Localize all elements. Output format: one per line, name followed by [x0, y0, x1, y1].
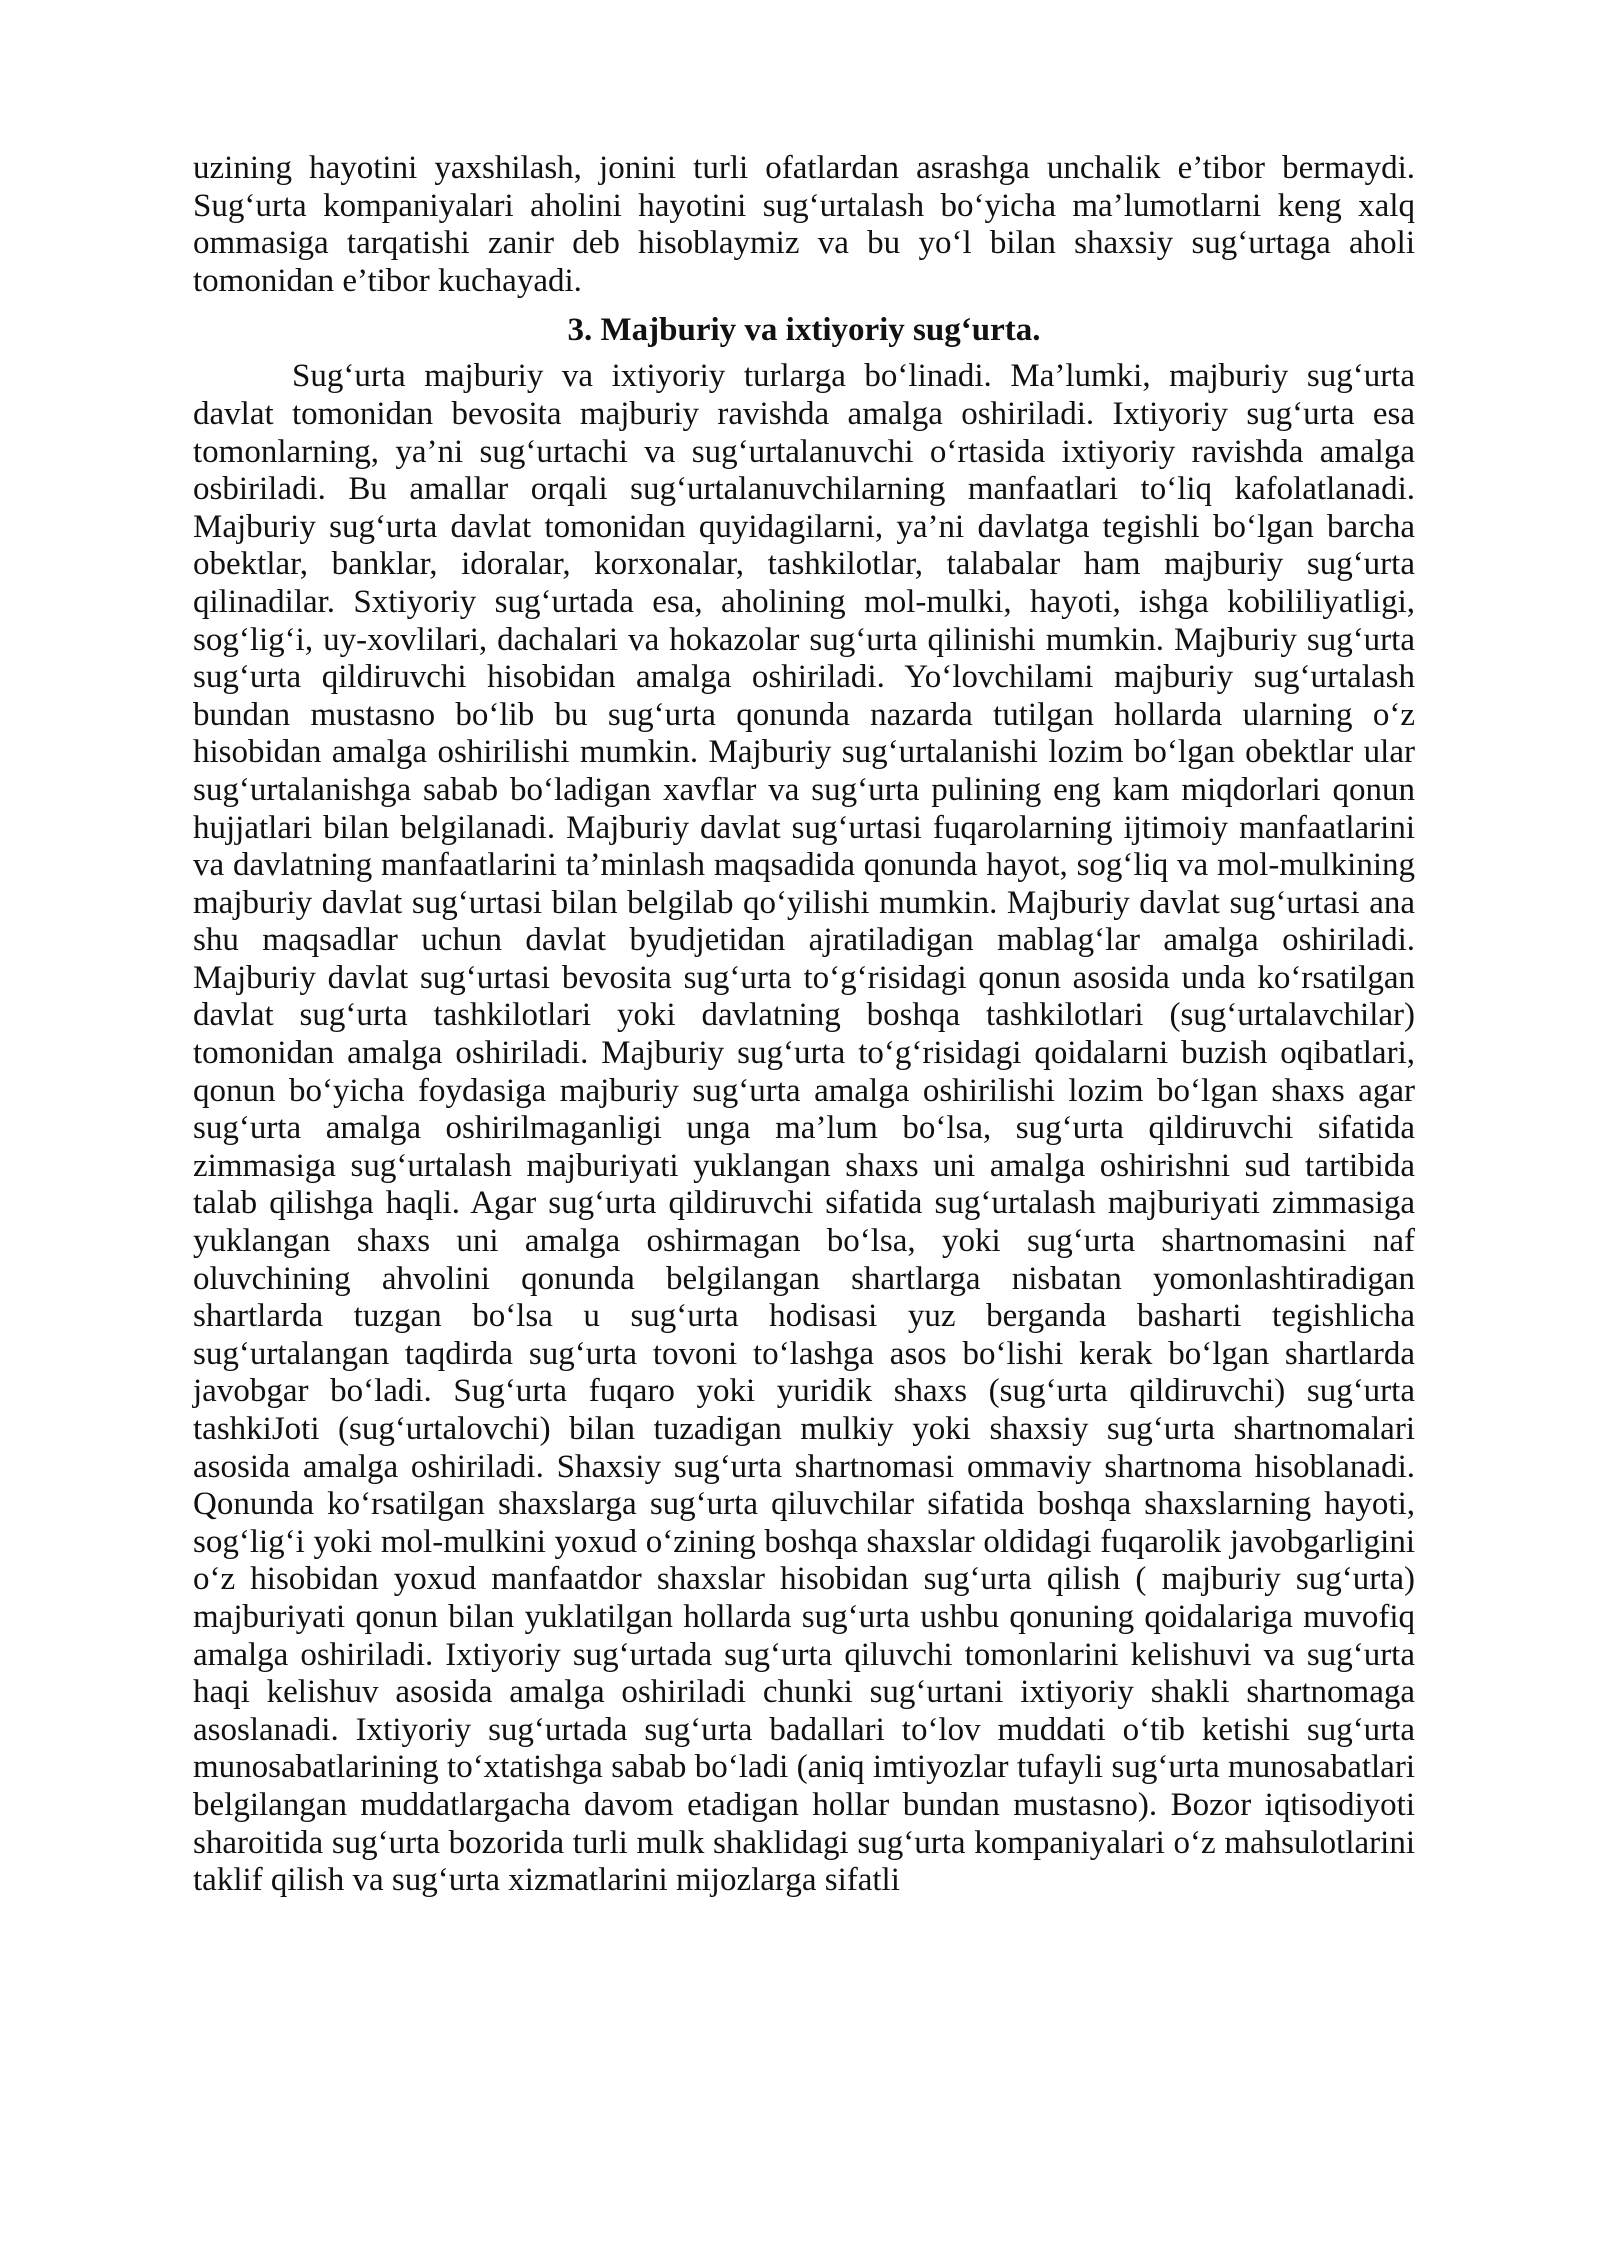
section-heading: 3. Majburiy va ixtiyoriy sug‘urta.	[567, 312, 1041, 349]
document-page	[193, 150, 1415, 1900]
intro-paragraph: uzining hayotini yaxshilash, jonini turli ofatlardan asrashga unchalik e’tibor bermaydi. Sug‘urta kompaniyalari aholini hayotini sug‘urtalash bo‘yicha ma’lumotlarni keng xalq ommasiga tarqatishi zanir deb hisoblaymiz va bu yo‘l bilan shaxsiy sug‘urtaga aholi tomonidan e’tibor kuchayadi.	[193, 150, 1415, 299]
main-paragraph: Sug‘urta majburiy va ixtiyoriy turlarga bo‘linadi. Ma’lumki, majburiy sug‘urta davlat tomonidan bevosita majburiy ravishda amalga oshiriladi. Ixtiyoriy sug‘urta esa tomonlarning, ya’ni sug‘urtachi va sug‘urtalanuvchi o‘rtasida ixtiyoriy ravishda amalga osbiriladi. Bu amallar orqali sug‘urtalanuvchilarning manfaatlari to‘liq kafolatlanadi. Majburiy sug‘urta davlat tomonidan quyidagilarni, ya’ni davlatga tegishli bo‘lgan barcha obektlar, banklar, idoralar, korxonalar, tashkilotlar, talabalar ham majburiy sug‘urta qilinadilar. Sxtiyoriy sug‘urtada esa, aholining mol-mulki, hayoti, ishga kobililiyatligi, sog‘lig‘i, uy-xovlilari, dachalari va hokazolar sug‘urta qilinishi mumkin. Majburiy sug‘urta sug‘urta qildiruvchi hisobidan amalga oshiriladi. Yo‘lovchilami majburiy sug‘urtalash bundan mustasno bo‘lib bu sug‘urta qonunda nazarda tutilgan hollarda ularning o‘z hisobidan amalga oshirilishi mumkin. Majburiy sug‘urtalanishi lozim bo‘lgan obektlar ular sug‘urtalanishga sabab bo‘ladigan xavflar va sug‘urta pulining eng kam miqdorlari qonun hujjatlari bilan belgilanadi. Majburiy davlat sug‘urtasi fuqarolarning ijtimoiy manfaatlarini va davlatning manfaatlarini ta’minlash maqsadida qonunda hayot, sog‘liq va mol-mulkining majburiy davlat sug‘urtasi bilan belgilab qo‘yilishi mumkin. Majburiy davlat sug‘urtasi ana shu maqsadlar uchun davlat byudjetidan ajratiladigan mablag‘lar amalga oshiriladi. Majburiy davlat sug‘urtasi bevosita sug‘urta to‘g‘risidagi qonun asosida unda ko‘rsatilgan davlat sug‘urta tashkilotlari yoki davlatning boshqa tashkilotlari (sug‘urtalavchilar) tomonidan amalga oshiriladi. Majburiy sug‘urta to‘g‘risidagi qoidalarni buzish oqibatlari, qonun bo‘yicha foydasiga majburiy sug‘urta amalga oshirilishi lozim bo‘lgan shaxs agar sug‘urta amalga oshirilmaganligi unga ma’lum bo‘lsa, sug‘urta qildiruvchi sifatida zimmasiga sug‘urtalash majburiyati yuklangan shaxs uni amalga oshirishni sud tartibida talab qilishga haqli. Agar sug‘urta qildiruvchi sifatida sug‘urtalash majburiyati zimmasiga yuklangan shaxs uni amalga oshirmagan bo‘lsa, yoki sug‘urta shartnomasini naf oluvchining ahvolini qonunda belgilangan shartlarga nisbatan yomonlashtiradigan shartlarda tuzgan bo‘lsa u sug‘urta hodisasi yuz berganda basharti tegishlicha sug‘urtalangan taqdirda sug‘urta tovoni to‘lashga asos bo‘lishi kerak bo‘lgan shartlarda javobgar bo‘ladi. Sug‘urta fuqaro yoki yuridik shaxs (sug‘urta qildiruvchi) sug‘urta tashkiJoti (sug‘urtalovchi) bilan tuzadigan mulkiy yoki shaxsiy sug‘urta shartnomalari asosida amalga oshiriladi. Shaxsiy sug‘urta shartnomasi ommaviy shartnoma hisoblanadi. Qonunda ko‘rsatilgan shaxslarga sug‘urta qiluvchilar sifatida boshqa shaxslarning hayoti, sog‘lig‘i yoki mol-mulkini yoxud o‘zining boshqa shaxslar oldidagi fuqarolik javobgarligini o‘z hisobidan yoxud manfaatdor shaxslar hisobidan sug‘urta qilish ( majburiy sug‘urta) majburiyati qonun bilan yuklatilgan hollarda sug‘urta ushbu qonuning qoidalariga muvofiq amalga oshiriladi. Ixtiyoriy sug‘urtada sug‘urta qiluvchi tomonlarini kelishuvi va sug‘urta haqi kelishuv asosida amalga oshiriladi chunki sug‘urtani ixtiyoriy shakli shartnomaga asoslanadi. Ixtiyoriy sug‘urtada sug‘urta badallari to‘lov muddati o‘tib ketishi sug‘urta munosabatlarining to‘xtatishga sabab bo‘ladi (aniq imtiyozlar tufayli sug‘urta munosabatlari belgilangan muddatlargacha davom etadigan hollar bundan mustasno). Bozor iqtisodiyoti sharoitida sug‘urta bozorida turli mulk shaklidagi sug‘urta kompaniyalari o‘z mahsulotlarini taklif qilish va sug‘urta xizmatlarini mijozlarga sifatli	[193, 358, 1415, 1899]
